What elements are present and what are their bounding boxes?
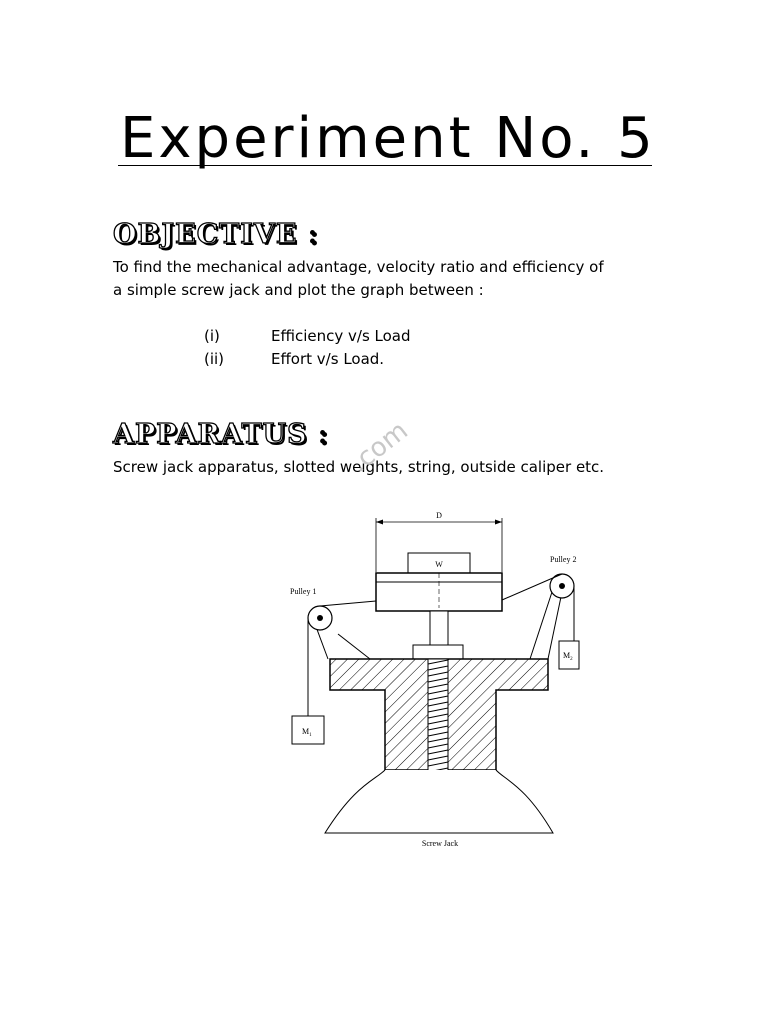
mass-2-label: $M_2$ (563, 651, 573, 662)
jack-base (325, 770, 553, 833)
list-item (204, 348, 384, 371)
nut (413, 645, 463, 659)
pulley-2-label: Pulley 2 (550, 555, 577, 564)
list-item-number: (ii) (204, 350, 225, 368)
objective-text-line2: a simple screw jack and plot the graph between : (113, 281, 484, 299)
watermark: .com (345, 415, 414, 479)
objective-heading (113, 218, 318, 252)
objective-heading-text: OBJECTIVE (113, 219, 298, 250)
list-item (204, 325, 411, 348)
list-item-text: Effort v/s Load. (271, 350, 385, 368)
apparatus-heading-text: APPARATUS (113, 419, 308, 450)
apparatus-text: Screw jack apparatus, slotted weights, string, outside caliper etc. (113, 458, 605, 476)
list-item-text: Efficiency v/s Load (271, 327, 411, 345)
apparatus-heading-colon: : (317, 419, 329, 450)
dimension-label: D (436, 511, 442, 520)
load-label: W (435, 560, 443, 569)
figure-caption: Screw Jack (421, 839, 459, 848)
screw-jack-diagram (280, 500, 580, 860)
list-item-number: (i) (204, 327, 220, 345)
pulley-1-label: Pulley 1 (290, 587, 317, 596)
mass-1-label: $M_1$ (302, 727, 312, 738)
objective-text-line1: To find the mechanical advantage, velocity ratio and efficiency of (113, 258, 604, 276)
objective-heading-colon: : (307, 219, 319, 250)
apparatus-heading (113, 418, 329, 452)
title-underline (118, 165, 652, 166)
page-title: Experiment No. 5 (120, 106, 656, 171)
